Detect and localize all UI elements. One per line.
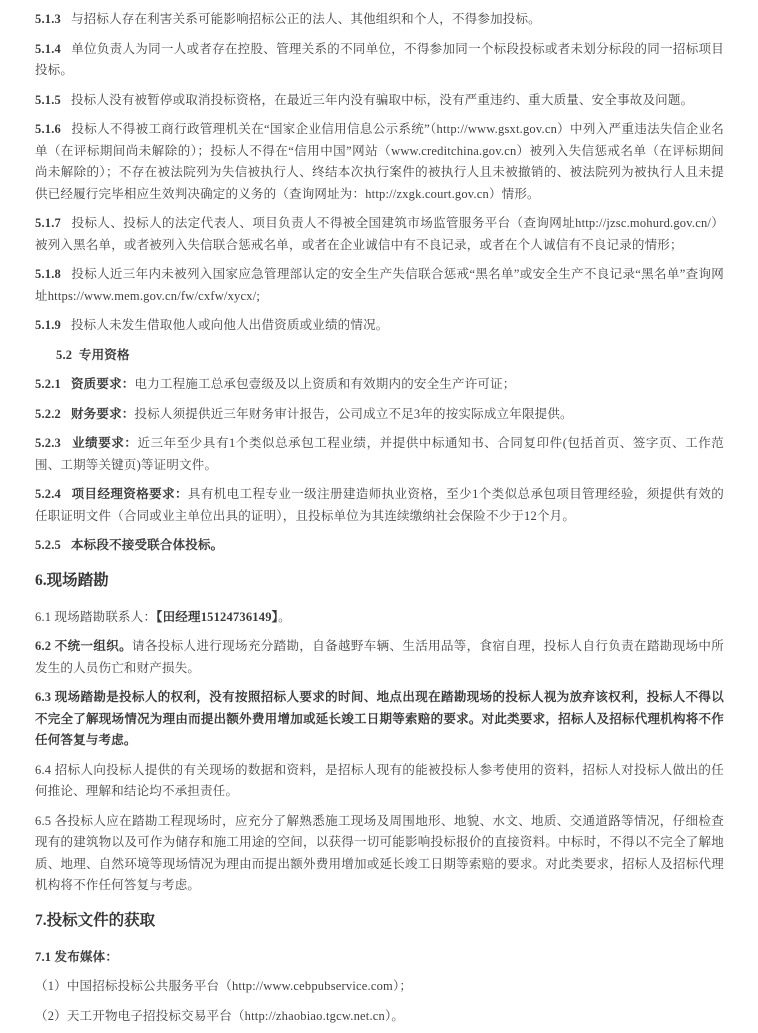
clause-6-1: 6.1 现场踏勘联系人：【田经理15124736149】。	[35, 609, 291, 624]
clause-5-2-5: 5.2.5 本标段不接受联合体投标。	[35, 538, 224, 552]
clause-6-5: 6.5 各投标人应在踏勘工程现场时，应充分了解熟悉施工现场及周围地形、地貌、水文、地质、交通道路等情况，仔细检查现有的建筑物以及可作为储存和施工用途的空间，以获得一切可能影响投标报价的直接资料。中标时，不得以不完全了解地质、地理、自然环境等现场情况为理由而提出额外费用增加或延长竣工日期等索赔的要求。对此类要求，招标人及招标代理机构将不作任何答复与考虑。	[35, 813, 724, 892]
clause-5-1-4: 5.1.4 单位负责人为同一人或者存在控股、管理关系的不同单位，不得参加同一个标段投标或者未划分标段的同一招标项目投标。	[35, 41, 724, 77]
media-item-1: （1）中国招标投标公共服务平台（http://www.cebpubservice.com）；	[35, 979, 413, 993]
clause-6-4: 6.4 招标人向投标人提供的有关现场的数据和资料，是招标人现有的能被投标人参考使用的资料，招标人对投标人做出的任何推论、理解和结论均不承担责任。	[35, 762, 724, 798]
heading-6-site-survey: 6.现场踏勘	[35, 571, 109, 589]
media-item-2: （2）天工开物电子招投标交易平台（http://zhaobiao.tgcw.net.cn）。	[35, 1008, 405, 1023]
clause-5-2-2: 5.2.2 财务要求：投标人须提供近三年财务审计报告，公司成立不足3年的按实际成立年限提供。	[35, 406, 573, 421]
clause-5-2-4: 5.2.4 项目经理资格要求：具有机电工程专业一级注册建造师执业资格，至少1个类似总承包项目管理经验，须提供有效的任职证明文件（合同或业主单位出具的证明），且投标单位为其连续缴纳社会保险不少于12个月。	[35, 487, 724, 523]
clause-5-2-3: 5.2.3 业绩要求：近三年至少具有1个类似总承包工程业绩，并提供中标通知书、合同复印件(包括首页、签字页、工作范围、工期等关键页)等证明文件。	[35, 436, 724, 472]
clause-5-1-7: 5.1.7 投标人、投标人的法定代表人、项目负责人不得被全国建筑市场监管服务平台（查询网址http://jzsc.mohurd.gov.cn/）被列入黑名单，或者被列入失信联合惩戒名单，或者在企业诚信中有不良记录，或者在个人诚信有不良记录的情形；	[35, 216, 724, 252]
clause-5-1-9: 5.1.9 投标人未发生借取他人或向他人出借资质或业绩的情况。	[35, 318, 389, 332]
clause-5-1-6: 5.1.6 投标人不得被工商行政管理机关在“国家企业信用信息公示系统”（http://www.gsxt.gov.cn）中列入严重违法失信企业名单（在评标期间尚未解除的）；投标人不得在“信用中国”网站（www.creditchina.gov.cn）被列入失信惩戒名单（在评标期间尚未解除的）；不存在被法院列为失信被执行人、终结本次执行案件的被执行人且未被撤销的、被法院列为被执行人且未提供已经履行完毕相应生效判决确定的义务的（查询网址为：http://zxgk.court.gov.cn）情形。	[35, 122, 724, 201]
clause-5-1-3: 5.1.3 与招标人存在利害关系可能影响招标公正的法人、其他组织和个人，不得参加投标。	[35, 12, 541, 26]
clause-5-2-1: 5.2.1 资质要求：电力工程施工总承包壹级及以上资质和有效期内的安全生产许可证；	[35, 377, 516, 391]
clause-7-1: 7.1 发布媒体：	[35, 949, 119, 964]
clause-6-3: 6.3 现场踏勘是投标人的权利，没有按照招标人要求的时间、地点出现在踏勘现场的投标人视为放弃该权利，投标人不得以不完全了解现场情况为理由而提出额外费用增加或延长竣工日期等索赔的要求。对此类要求，招标人及招标代理机构将不作任何答复与考虑。	[35, 690, 724, 747]
clause-5-1-8: 5.1.8 投标人近三年内未被列入国家应急管理部认定的安全生产失信联合惩戒“黑名单”或安全生产不良记录“黑名单”查询网址https://www.mem.gov.cn/fw/cxfw/xycx/;	[35, 267, 724, 303]
clause-6-2: 6.2 不统一组织。请各投标人进行现场充分踏勘，自备越野车辆、生活用品等，食宿自理，投标人自行负责在踏勘现场中所发生的人员伤亡和财产损失。	[35, 639, 724, 675]
clause-5-2: 5.2 专用资格	[56, 347, 130, 362]
heading-7-bid-document-acquisition: 7.投标文件的获取	[35, 911, 156, 929]
clause-5-1-5: 5.1.5 投标人没有被暂停或取消投标资格，在最近三年内没有骗取中标，没有严重违约、重大质量、安全事故及问题。	[35, 92, 694, 107]
